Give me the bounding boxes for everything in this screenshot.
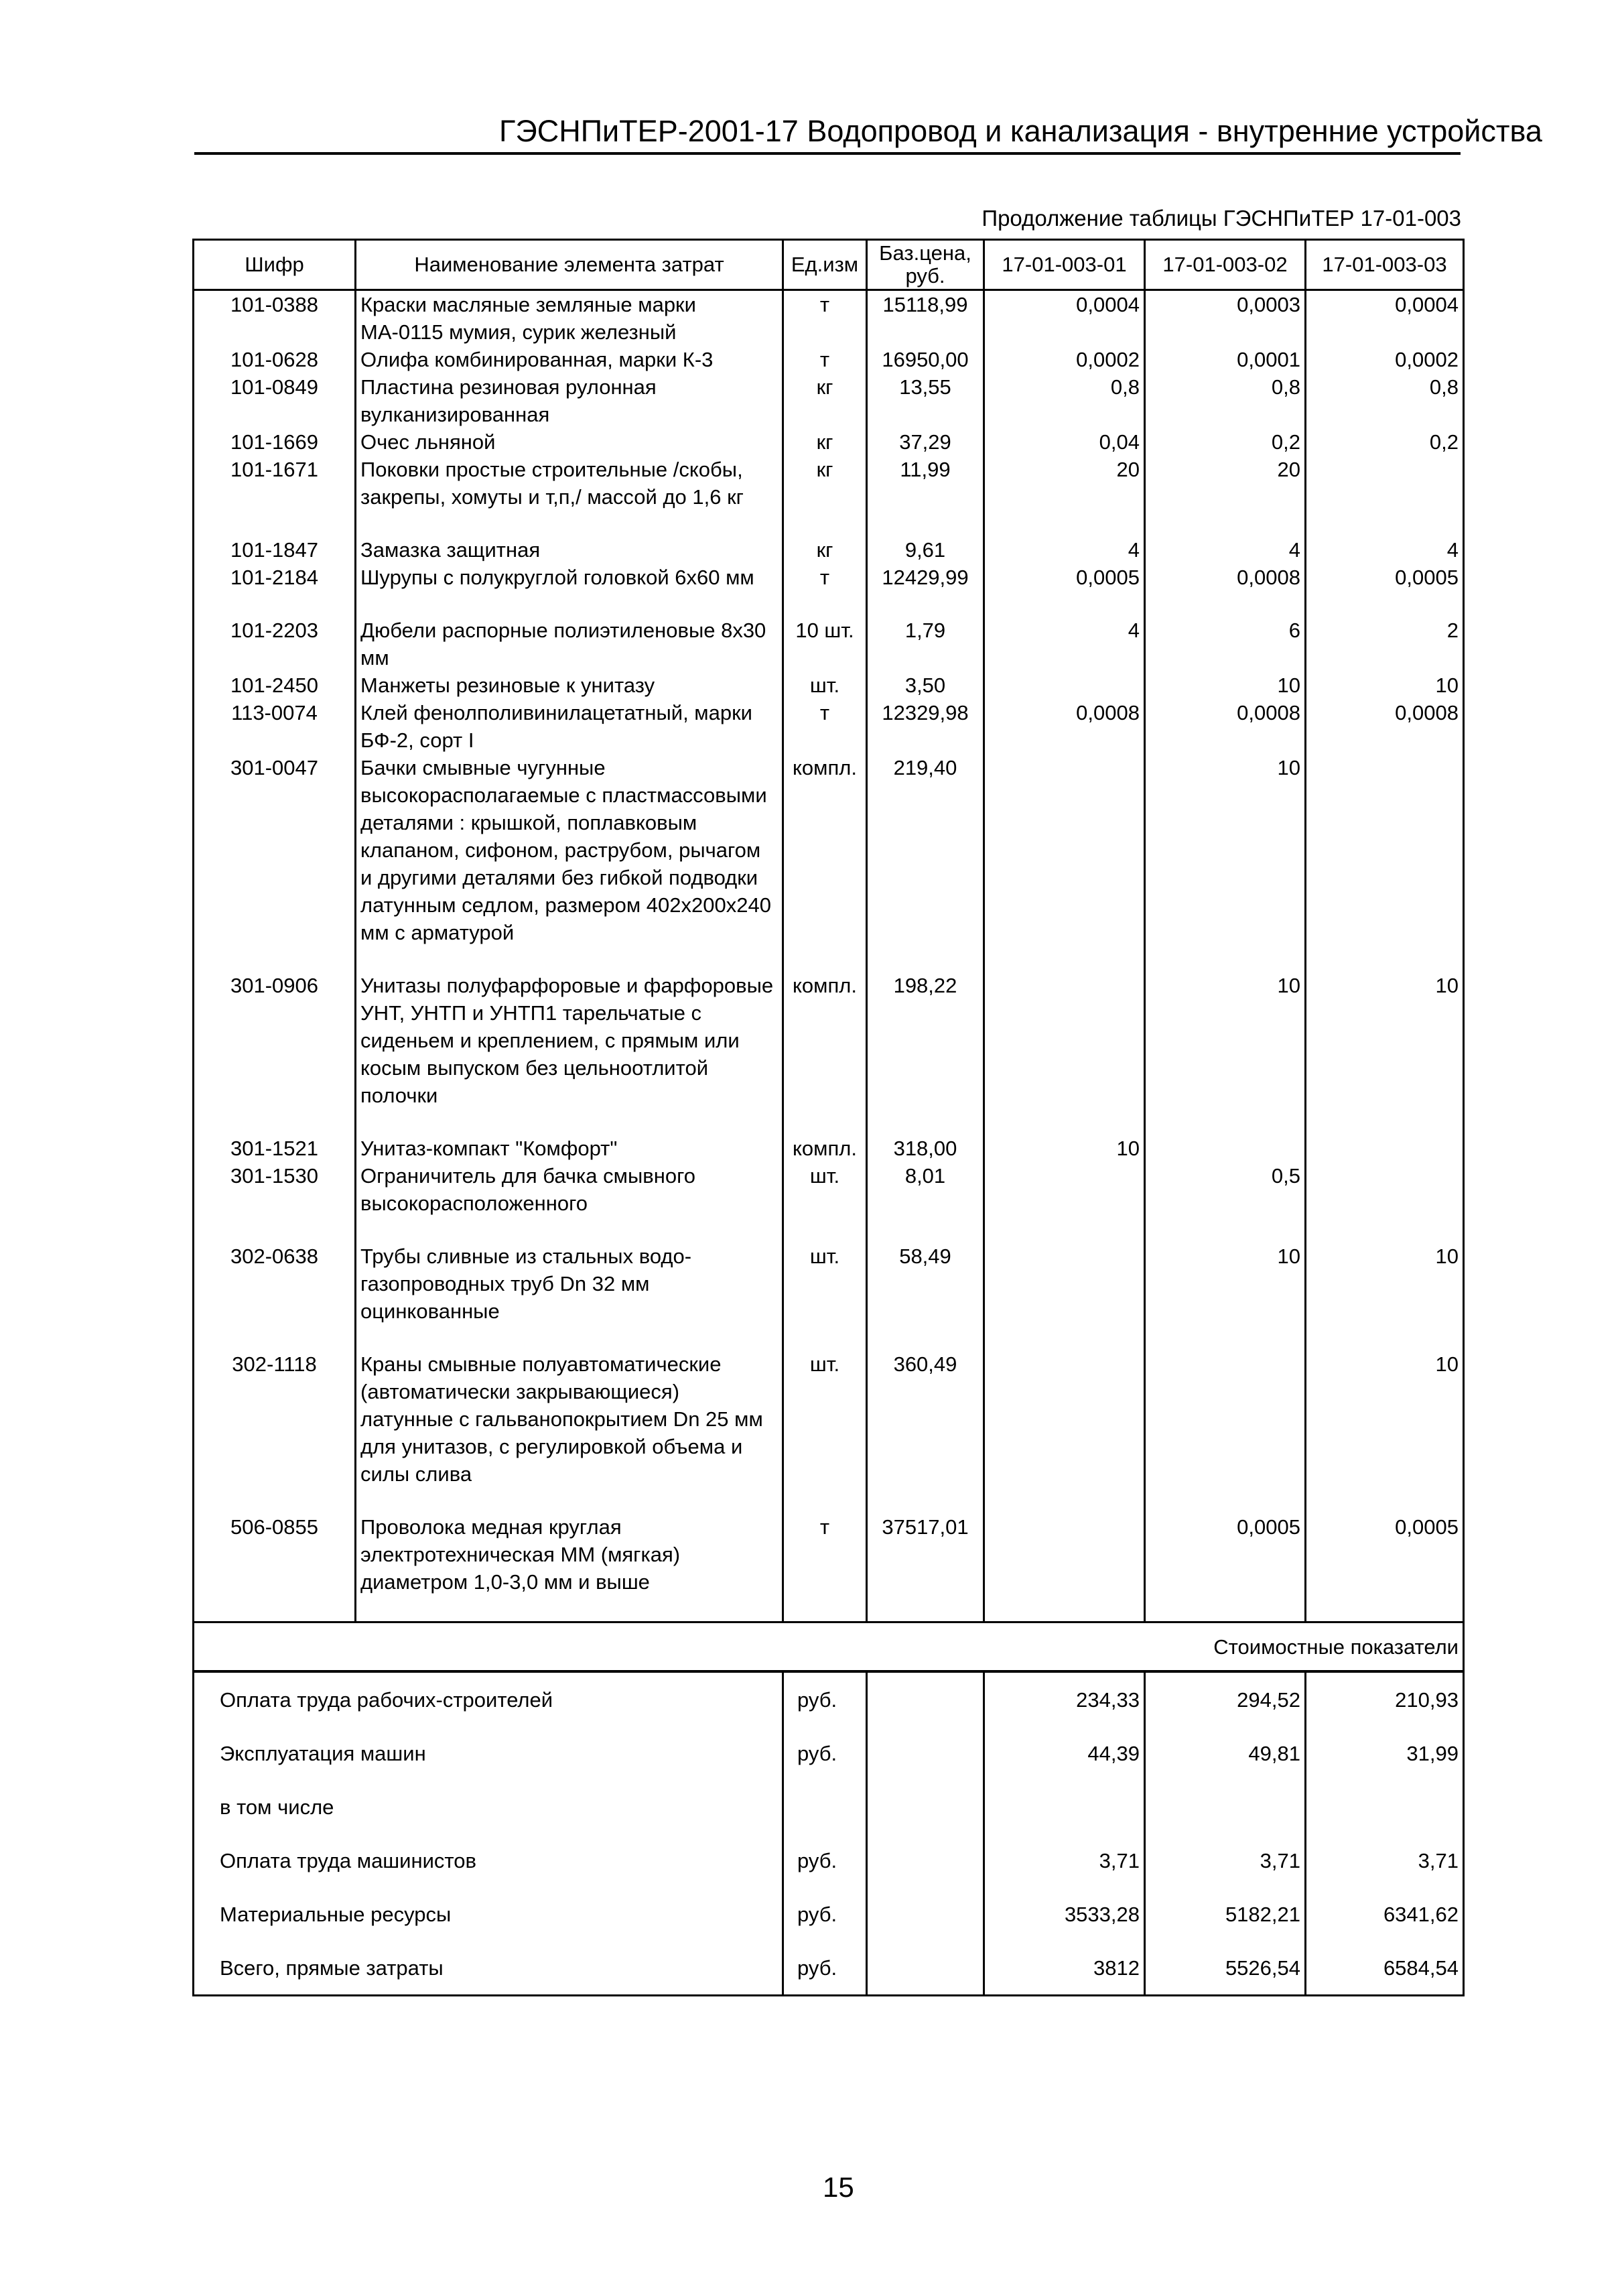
cost-section-header (194, 1622, 1464, 1672)
summary-value-v3: 210,93 (1306, 1671, 1464, 1726)
row-value-v3: 10 (1306, 1242, 1464, 1325)
row-unit: кг (783, 373, 867, 428)
row-value-v1: 4 (984, 536, 1145, 564)
row-unit: кг (783, 536, 867, 564)
row-price: 15118,99 (867, 290, 984, 346)
spacer-cell (194, 1109, 356, 1135)
table-row (194, 754, 1464, 946)
row-value-v3 (1306, 754, 1464, 946)
row-value-v2: 10 (1145, 672, 1306, 699)
summary-row (194, 1671, 1464, 1726)
spacer-cell (356, 1217, 783, 1242)
row-code: 302-1118 (194, 1350, 356, 1488)
summary-row (194, 1834, 1464, 1887)
row-code: 301-0906 (194, 972, 356, 1109)
summary-value-v1: 3812 (984, 1941, 1145, 1996)
table-row (194, 290, 1464, 346)
row-unit: шт. (783, 672, 867, 699)
row-spacer (194, 591, 1464, 617)
row-name: Дюбели распорные полиэтиленовые 8х30 мм (356, 617, 783, 672)
row-value-v1: 20 (984, 456, 1145, 511)
row-name: Краны смывные полуавтоматические (автоматически закрывающиеся) латунные с гальванопокрытием Dn 25 мм для унитазов, с регулировкой объема и силы слива (356, 1350, 783, 1488)
row-value-v3: 10 (1306, 972, 1464, 1109)
summary-row (194, 1780, 1464, 1834)
summary-unit: руб. (783, 1941, 867, 1996)
summary-price-empty (867, 1726, 984, 1780)
row-unit: т (783, 564, 867, 591)
spacer-cell (194, 1217, 356, 1242)
spacer-cell (356, 946, 783, 972)
row-code: 101-1847 (194, 536, 356, 564)
summary-value-v2: 5182,21 (1145, 1887, 1306, 1941)
row-spacer (194, 511, 1464, 536)
row-name: Трубы сливные из стальных водо-газопроводных труб Dn 32 мм оцинкованные (356, 1242, 783, 1325)
row-value-v2: 0,0005 (1145, 1513, 1306, 1596)
spacer-cell (1145, 1596, 1306, 1622)
row-name: Проволока медная круглая электротехническая ММ (мягкая) диаметром 1,0-3,0 мм и выше (356, 1513, 783, 1596)
table-row (194, 346, 1464, 373)
summary-unit: руб. (783, 1887, 867, 1941)
row-value-v2: 0,0008 (1145, 699, 1306, 754)
row-price: 3,50 (867, 672, 984, 699)
spacer-cell (1306, 1217, 1464, 1242)
summary-value-v1: 3,71 (984, 1834, 1145, 1887)
column-header-unit: Ед.изм (783, 240, 867, 290)
row-value-v1 (984, 754, 1145, 946)
summary-value-v2: 3,71 (1145, 1834, 1306, 1887)
resource-table (192, 239, 1465, 1996)
row-value-v3 (1306, 456, 1464, 511)
spacer-cell (867, 1488, 984, 1513)
column-header-v3: 17-01-003-03 (1306, 240, 1464, 290)
table-row (194, 1135, 1464, 1162)
spacer-cell (783, 1596, 867, 1622)
spacer-cell (783, 511, 867, 536)
summary-value-v3 (1306, 1780, 1464, 1834)
row-value-v3: 2 (1306, 617, 1464, 672)
row-price: 12429,99 (867, 564, 984, 591)
row-unit: 10 шт. (783, 617, 867, 672)
summary-unit: руб. (783, 1671, 867, 1726)
row-code: 301-1530 (194, 1162, 356, 1217)
row-value-v1: 4 (984, 617, 1145, 672)
row-spacer (194, 946, 1464, 972)
spacer-cell (1306, 1596, 1464, 1622)
summary-label: Всего, прямые затраты (194, 1941, 783, 1996)
row-unit: т (783, 1513, 867, 1596)
spacer-cell (1306, 946, 1464, 972)
row-spacer (194, 1217, 1464, 1242)
spacer-cell (1145, 1109, 1306, 1135)
table-row (194, 1513, 1464, 1596)
summary-label: Оплата труда рабочих-строителей (194, 1671, 783, 1726)
row-value-v2: 10 (1145, 754, 1306, 946)
row-name: Бачки смывные чугунные высокорасполагаемые с пластмассовыми деталями : крышкой, поплавковым клапаном, сифоном, раструбом, рычагом и другими деталями без гибкой подводки латунным седлом, размером 402х200х240 мм с арматурой (356, 754, 783, 946)
table-row (194, 1350, 1464, 1488)
column-header-v1: 17-01-003-01 (984, 240, 1145, 290)
row-price: 11,99 (867, 456, 984, 511)
page-number: 15 (823, 2171, 854, 2203)
spacer-cell (1306, 1109, 1464, 1135)
row-unit: т (783, 699, 867, 754)
spacer-cell (194, 946, 356, 972)
row-spacer (194, 1109, 1464, 1135)
summary-unit (783, 1780, 867, 1834)
summary-label: Эксплуатация машин (194, 1726, 783, 1780)
spacer-cell (356, 591, 783, 617)
row-code: 301-0047 (194, 754, 356, 946)
row-value-v2: 6 (1145, 617, 1306, 672)
row-name: Пластина резиновая рулонная вулканизированная (356, 373, 783, 428)
table-row (194, 972, 1464, 1109)
table-header-row (194, 240, 1464, 290)
row-spacer (194, 1488, 1464, 1513)
table-row (194, 564, 1464, 591)
table-row (194, 672, 1464, 699)
spacer-cell (783, 1109, 867, 1135)
row-value-v1: 0,04 (984, 428, 1145, 456)
row-value-v2: 10 (1145, 972, 1306, 1109)
row-value-v1 (984, 1242, 1145, 1325)
spacer-cell (1145, 1217, 1306, 1242)
summary-value-v3: 6584,54 (1306, 1941, 1464, 1996)
summary-value-v2 (1145, 1780, 1306, 1834)
running-header: ГЭСНПиТЕР-2001-17 Водопровод и канализация - внутренние устройства (499, 114, 1542, 148)
row-code: 101-0628 (194, 346, 356, 373)
spacer-cell (984, 1325, 1145, 1350)
spacer-cell (1306, 511, 1464, 536)
summary-price-empty (867, 1671, 984, 1726)
table-row (194, 699, 1464, 754)
row-name: Очес льняной (356, 428, 783, 456)
summary-price-empty (867, 1834, 984, 1887)
header-rule (194, 152, 1461, 155)
summary-value-v3: 3,71 (1306, 1834, 1464, 1887)
row-value-v1: 0,0005 (984, 564, 1145, 591)
row-spacer (194, 1325, 1464, 1350)
spacer-cell (194, 1596, 356, 1622)
spacer-cell (984, 1596, 1145, 1622)
row-name: Ограничитель для бачка смывного высокорасположенного (356, 1162, 783, 1217)
spacer-cell (783, 591, 867, 617)
row-code: 101-0388 (194, 290, 356, 346)
spacer-cell (1145, 591, 1306, 617)
spacer-cell (783, 1217, 867, 1242)
row-value-v3: 10 (1306, 672, 1464, 699)
row-price: 1,79 (867, 617, 984, 672)
spacer-cell (984, 511, 1145, 536)
summary-row (194, 1941, 1464, 1996)
row-value-v3: 0,0004 (1306, 290, 1464, 346)
row-value-v2: 0,2 (1145, 428, 1306, 456)
spacer-cell (356, 1109, 783, 1135)
row-value-v1: 0,8 (984, 373, 1145, 428)
spacer-cell (984, 591, 1145, 617)
table-row (194, 1162, 1464, 1217)
spacer-cell (194, 511, 356, 536)
table-row (194, 617, 1464, 672)
cost-section-title: Стоимостные показатели (194, 1622, 1464, 1672)
row-value-v2: 0,0003 (1145, 290, 1306, 346)
spacer-cell (194, 1488, 356, 1513)
row-price: 37517,01 (867, 1513, 984, 1596)
row-value-v3: 0,0005 (1306, 1513, 1464, 1596)
row-value-v2: 10 (1145, 1242, 1306, 1325)
spacer-cell (984, 1217, 1145, 1242)
summary-row (194, 1887, 1464, 1941)
row-price: 16950,00 (867, 346, 984, 373)
summary-value-v1: 234,33 (984, 1671, 1145, 1726)
row-value-v3: 0,0005 (1306, 564, 1464, 591)
row-value-v1: 0,0004 (984, 290, 1145, 346)
row-unit: т (783, 346, 867, 373)
spacer-cell (867, 591, 984, 617)
row-unit: компл. (783, 972, 867, 1109)
row-code: 113-0074 (194, 699, 356, 754)
row-code: 101-2203 (194, 617, 356, 672)
row-value-v3: 0,8 (1306, 373, 1464, 428)
row-price: 198,22 (867, 972, 984, 1109)
row-price: 58,49 (867, 1242, 984, 1325)
table-row (194, 536, 1464, 564)
spacer-cell (984, 946, 1145, 972)
summary-value-v2: 294,52 (1145, 1671, 1306, 1726)
row-value-v1 (984, 972, 1145, 1109)
row-value-v3: 0,0002 (1306, 346, 1464, 373)
row-spacer (194, 1596, 1464, 1622)
summary-value-v3: 31,99 (1306, 1726, 1464, 1780)
row-name: Замазка защитная (356, 536, 783, 564)
spacer-cell (984, 1488, 1145, 1513)
continuation-label: Продолжение таблицы ГЭСНПиТЕР 17-01-003 (982, 206, 1461, 231)
column-header-name: Наименование элемента затрат (356, 240, 783, 290)
spacer-cell (867, 511, 984, 536)
row-price: 9,61 (867, 536, 984, 564)
row-value-v3: 4 (1306, 536, 1464, 564)
summary-label: Материальные ресурсы (194, 1887, 783, 1941)
table-row (194, 1242, 1464, 1325)
row-value-v2: 0,0001 (1145, 346, 1306, 373)
spacer-cell (1145, 946, 1306, 972)
summary-value-v2: 5526,54 (1145, 1941, 1306, 1996)
spacer-cell (356, 511, 783, 536)
row-value-v1 (984, 1513, 1145, 1596)
row-name: Унитазы полуфарфоровые и фарфоровые УНТ, УНТП и УНТП1 тарельчатые с сиденьем и креплением, с прямым или косым выпуском без цельноотлитой полочки (356, 972, 783, 1109)
row-value-v1 (984, 1162, 1145, 1217)
row-unit: шт. (783, 1242, 867, 1325)
summary-label: в том числе (194, 1780, 783, 1834)
row-price: 8,01 (867, 1162, 984, 1217)
summary-price-empty (867, 1887, 984, 1941)
row-value-v3: 0,2 (1306, 428, 1464, 456)
row-value-v3: 10 (1306, 1350, 1464, 1488)
spacer-cell (783, 946, 867, 972)
table-row (194, 428, 1464, 456)
row-code: 301-1521 (194, 1135, 356, 1162)
spacer-cell (984, 1109, 1145, 1135)
row-code: 302-0638 (194, 1242, 356, 1325)
row-name: Поковки простые строительные /скобы, закрепы, хомуты и т,п,/ массой до 1,6 кг (356, 456, 783, 511)
row-unit: компл. (783, 754, 867, 946)
table-body (194, 290, 1464, 1996)
row-unit: шт. (783, 1350, 867, 1488)
row-price: 37,29 (867, 428, 984, 456)
row-value-v2 (1145, 1350, 1306, 1488)
summary-value-v1: 44,39 (984, 1726, 1145, 1780)
row-unit: шт. (783, 1162, 867, 1217)
row-value-v1 (984, 1350, 1145, 1488)
row-value-v3: 0,0008 (1306, 699, 1464, 754)
row-value-v1: 0,0002 (984, 346, 1145, 373)
row-value-v1: 10 (984, 1135, 1145, 1162)
summary-value-v1: 3533,28 (984, 1887, 1145, 1941)
summary-label: Оплата труда машинистов (194, 1834, 783, 1887)
row-name: Унитаз-компакт "Комфорт" (356, 1135, 783, 1162)
spacer-cell (1145, 1325, 1306, 1350)
row-value-v3 (1306, 1162, 1464, 1217)
spacer-cell (356, 1596, 783, 1622)
row-price: 13,55 (867, 373, 984, 428)
table-row (194, 373, 1464, 428)
row-code: 506-0855 (194, 1513, 356, 1596)
row-name: Краски масляные земляные марки МА-0115 мумия, сурик железный (356, 290, 783, 346)
spacer-cell (1306, 1488, 1464, 1513)
spacer-cell (356, 1488, 783, 1513)
row-value-v3 (1306, 1135, 1464, 1162)
row-name: Шурупы с полукруглой головкой 6х60 мм (356, 564, 783, 591)
row-value-v2: 0,5 (1145, 1162, 1306, 1217)
spacer-cell (783, 1325, 867, 1350)
row-code: 101-2184 (194, 564, 356, 591)
row-name: Олифа комбинированная, марки К-3 (356, 346, 783, 373)
table-row (194, 456, 1464, 511)
row-name: Манжеты резиновые к унитазу (356, 672, 783, 699)
summary-price-empty (867, 1780, 984, 1834)
summary-value-v1 (984, 1780, 1145, 1834)
column-header-code: Шифр (194, 240, 356, 290)
spacer-cell (1306, 1325, 1464, 1350)
spacer-cell (1306, 591, 1464, 617)
row-code: 101-2450 (194, 672, 356, 699)
summary-value-v2: 49,81 (1145, 1726, 1306, 1780)
spacer-cell (1145, 1488, 1306, 1513)
spacer-cell (867, 946, 984, 972)
spacer-cell (783, 1488, 867, 1513)
row-unit: кг (783, 456, 867, 511)
spacer-cell (867, 1596, 984, 1622)
spacer-cell (194, 1325, 356, 1350)
spacer-cell (867, 1109, 984, 1135)
row-name: Клей фенолполивинилацетатный, марки БФ-2, сорт I (356, 699, 783, 754)
row-code: 101-0849 (194, 373, 356, 428)
row-value-v2: 20 (1145, 456, 1306, 511)
summary-unit: руб. (783, 1726, 867, 1780)
row-value-v2: 0,0008 (1145, 564, 1306, 591)
summary-unit: руб. (783, 1834, 867, 1887)
summary-row (194, 1726, 1464, 1780)
spacer-cell (1145, 511, 1306, 536)
row-value-v2: 0,8 (1145, 373, 1306, 428)
row-price: 318,00 (867, 1135, 984, 1162)
spacer-cell (867, 1217, 984, 1242)
spacer-cell (867, 1325, 984, 1350)
summary-value-v3: 6341,62 (1306, 1887, 1464, 1941)
row-value-v2 (1145, 1135, 1306, 1162)
row-unit: т (783, 290, 867, 346)
row-code: 101-1669 (194, 428, 356, 456)
column-header-v2: 17-01-003-02 (1145, 240, 1306, 290)
row-unit: кг (783, 428, 867, 456)
column-header-price: Баз.цена, руб. (867, 240, 984, 290)
row-value-v1 (984, 672, 1145, 699)
row-value-v1: 0,0008 (984, 699, 1145, 754)
summary-price-empty (867, 1941, 984, 1996)
row-price: 219,40 (867, 754, 984, 946)
spacer-cell (194, 591, 356, 617)
spacer-cell (356, 1325, 783, 1350)
row-price: 360,49 (867, 1350, 984, 1488)
row-unit: компл. (783, 1135, 867, 1162)
row-code: 101-1671 (194, 456, 356, 511)
row-price: 12329,98 (867, 699, 984, 754)
row-value-v2: 4 (1145, 536, 1306, 564)
